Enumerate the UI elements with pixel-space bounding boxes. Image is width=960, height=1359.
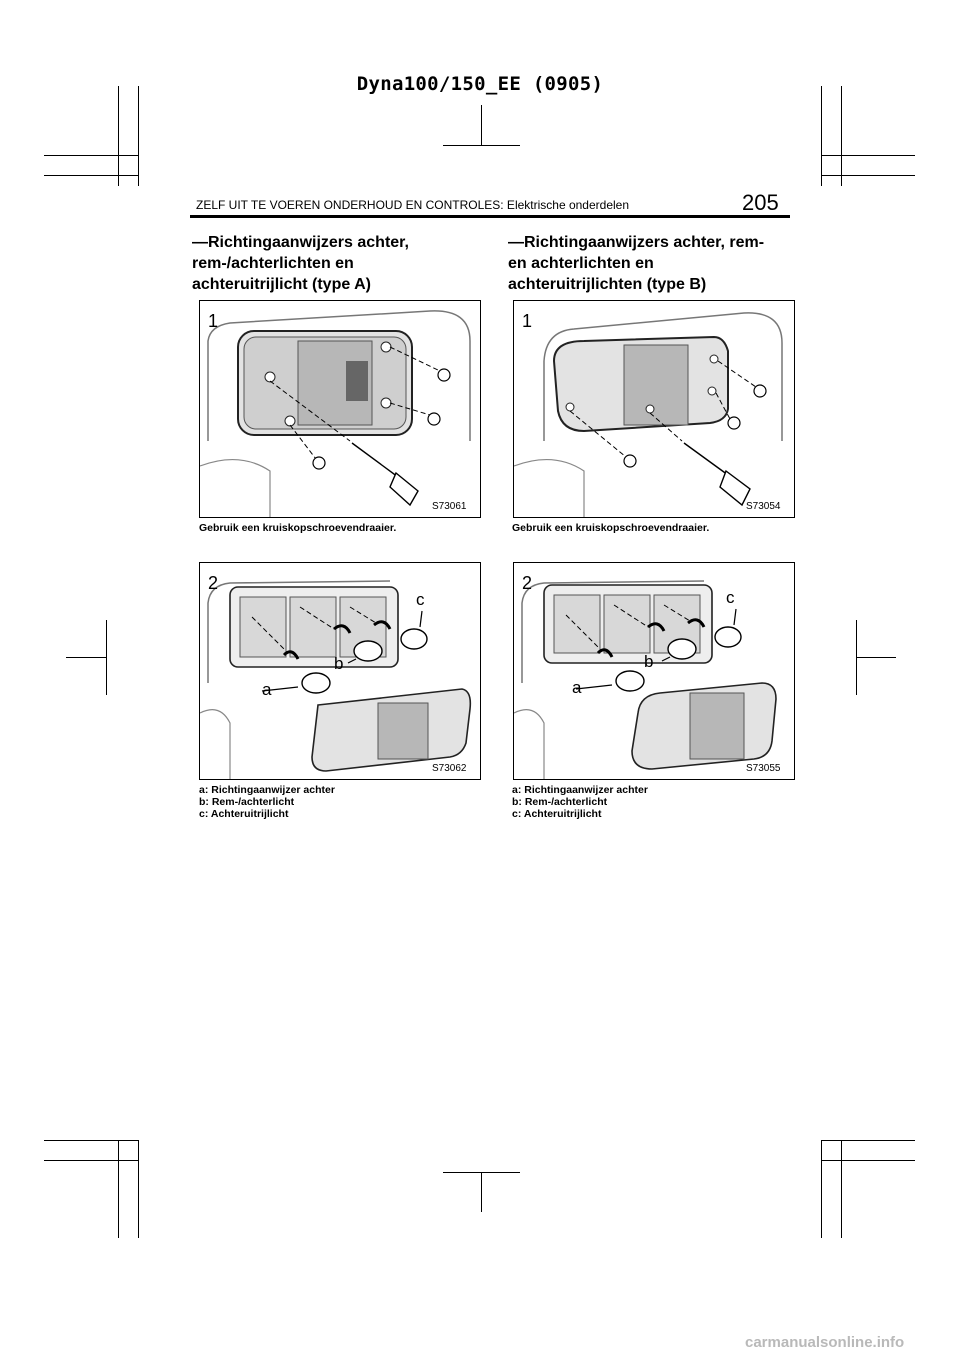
figure-step-number: 2: [522, 573, 533, 593]
footer-watermark: carmanualsonline.info: [745, 1334, 905, 1351]
label-c: c: [416, 590, 425, 609]
figure-step-number: 1: [522, 311, 533, 331]
figure-code: S73054: [746, 501, 781, 512]
running-header-title: ZELF UIT TE VOEREN ONDERHOUD EN CONTROLES: Elektrische onderdelen: [196, 198, 630, 212]
label-b: b: [644, 652, 654, 671]
figure-type-a-step-2: [199, 562, 481, 780]
figure-type-a-step-1: [199, 300, 481, 518]
figure-step-number: 2: [208, 573, 219, 593]
screwdriver-icon: [684, 443, 750, 505]
figure-caption-type-b-step-1: Gebruik een kruiskopschroevendraaier.: [512, 522, 710, 534]
document-model-code: Dyna100/150_EE (0905): [356, 73, 604, 95]
figure-type-b-step-2: [513, 562, 795, 780]
rear-lamp-lens-icon: [238, 331, 412, 435]
section-title-type-b: —Richtingaanwijzers achter, rem‑ en achterlichten en achteruitrijlichten (type B): [508, 234, 765, 293]
label-a: a: [572, 678, 582, 697]
figure-caption-type-a-step-1: Gebruik een kruiskopschroevendraaier.: [199, 522, 397, 534]
figure-caption-type-a-step-2: a: Richtingaanwijzer achter b: Rem‑/achterlicht c: Achteruitrijlicht: [199, 784, 335, 820]
figure-type-b-step-1: [513, 300, 795, 518]
figure-code: S73061: [432, 501, 467, 512]
rear-lamp-lens-icon: [554, 337, 728, 431]
figure-code: S73062: [432, 763, 467, 774]
header-rule: [190, 215, 790, 218]
detached-lens-icon: [632, 683, 776, 769]
label-b: b: [334, 654, 344, 673]
label-c: c: [726, 588, 735, 607]
figure-step-number: 1: [208, 311, 219, 331]
section-title-type-a: —Richtingaanwijzers achter, rem‑/achterlichten en achteruitrijlicht (type A): [192, 234, 409, 293]
page-number: 205: [742, 190, 779, 215]
figure-caption-type-b-step-2: a: Richtingaanwijzer achter b: Rem‑/achterlicht c: Achteruitrijlicht: [512, 784, 648, 820]
screwdriver-icon: [352, 443, 418, 505]
label-a: a: [262, 680, 272, 699]
figure-code: S73055: [746, 763, 781, 774]
detached-lens-icon: [312, 689, 470, 771]
